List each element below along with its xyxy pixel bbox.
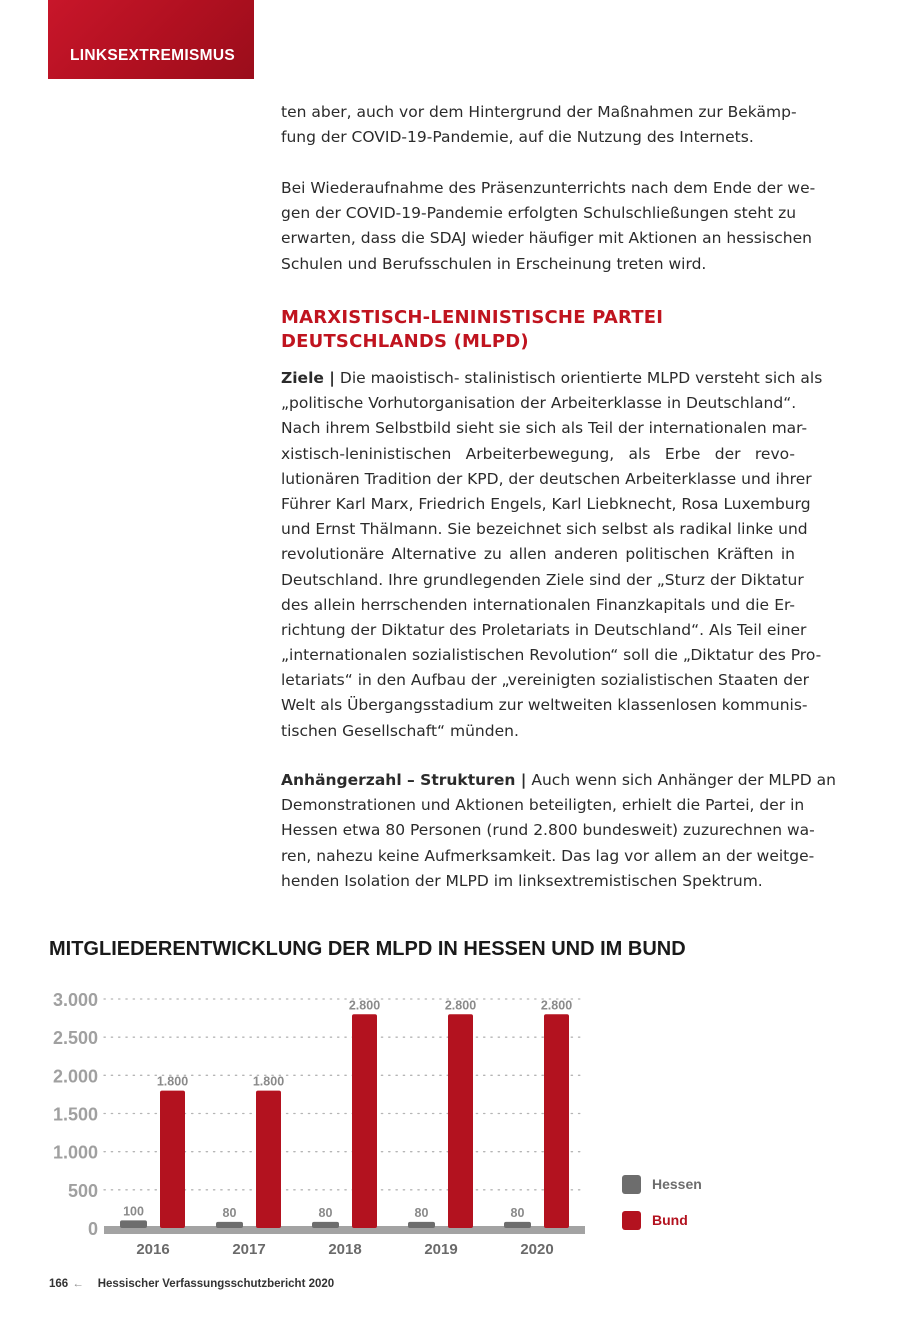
text-line: fung der COVID-19-Pandemie, auf die Nutzung des Internets. [281, 128, 754, 147]
text-line: Hessen etwa 80 Personen (rund 2.800 bundesweit) zuzurechnen wa- [281, 821, 815, 840]
x-category-label: 2020 [520, 1241, 554, 1258]
intro-paragraph [281, 100, 795, 150]
text-line: und Ernst Thälmann. Sie bezeichnet sich selbst als radikal linke und [281, 520, 808, 539]
chart-title: MITGLIEDERENTWICKLUNG DER MLPD IN HESSEN UND IM BUND [49, 938, 686, 960]
hessen-data-label: 80 [222, 1205, 237, 1220]
y-tick-label: 500 [67, 1180, 98, 1201]
text-line: xistisch-leninistischen Arbeiterbewegung, als Erbe der revo- [281, 444, 795, 463]
x-category-label: 2018 [328, 1241, 362, 1258]
text-line: „politische Vorhutorganisation der Arbeiterklasse in Deutschland“. [281, 394, 797, 413]
text-line: „internationalen sozialistischen Revolution“ soll die „Diktatur des Pro- [281, 646, 822, 665]
y-tick-label: 2.000 [52, 1066, 98, 1087]
y-tick-label: 2.500 [52, 1028, 98, 1049]
supporters-first-line: Auch wenn sich Anhänger der MLPD an [526, 771, 836, 789]
text-line: des allein herrschenden internationalen Finanzkapitals und die Er- [281, 595, 795, 614]
text-line [281, 366, 823, 391]
hessen-bar [408, 1222, 435, 1228]
bund-data-label: 1.800 [252, 1074, 285, 1089]
bund-bar [544, 1014, 569, 1228]
hessen-bar [120, 1220, 147, 1228]
hessen-bar [504, 1222, 531, 1228]
chart-legend [622, 1174, 702, 1246]
text-line: Schulen und Berufsschulen in Erscheinung treten wird. [281, 254, 707, 273]
membership-bar-chart [40, 982, 600, 1272]
text-line: Welt als Übergangsstadium zur weltweiten klassenlosen kommunis- [281, 696, 808, 715]
text-line: Führer Karl Marx, Friedrich Engels, Karl Liebknecht, Rosa Luxemburg [281, 494, 811, 513]
goals-first-line: Die maoistisch- stalinistisch orientierte MLPD versteht sich als [334, 369, 823, 387]
bund-bar [352, 1014, 377, 1228]
text-line: erwarten, dass die SDAJ wieder häufiger mit Aktionen an hessischen [281, 229, 812, 248]
supporters-paragraph [281, 768, 836, 894]
text-line: revolutionäre Alternative zu allen anderen politischen Kräften in [281, 545, 795, 564]
section-label: LINKSEXTREMISMUS [70, 47, 235, 64]
y-tick-label: 1.500 [52, 1104, 98, 1125]
legend-item-hessen [622, 1174, 702, 1194]
heading-line: DEUTSCHLANDS (MLPD) [281, 331, 529, 352]
text-line: lutionären Tradition der KPD, der deutschen Arbeiterklasse und ihrer [281, 469, 812, 488]
page-footer [49, 1278, 334, 1290]
y-tick-label: 0 [87, 1219, 98, 1239]
page-number: 166 [49, 1278, 69, 1290]
bund-data-label: 2.800 [348, 998, 381, 1013]
hessen-bar [216, 1222, 243, 1228]
legend-swatch-bund [622, 1211, 641, 1230]
text-line: ten aber, auch vor dem Hintergrund der Maßnahmen zur Bekämp- [281, 103, 797, 121]
text-line [281, 768, 836, 793]
y-tick-label: 1.000 [52, 1142, 98, 1163]
text-line: letariats“ in den Aufbau der „vereinigten sozialistischen Staaten der [281, 671, 810, 690]
back-arrow-icon[interactable]: ← [72, 1278, 84, 1290]
text-line: Nach ihrem Selbstbild sieht sie sich als Teil der internationalen mar- [281, 419, 808, 438]
x-category-label: 2019 [424, 1241, 458, 1258]
bund-bar [448, 1014, 473, 1228]
legend-item-bund [622, 1210, 702, 1230]
text-line: Bei Wiederaufnahme des Präsenzunterrichts nach dem Ende der we- [281, 179, 816, 197]
hessen-data-label: 100 [123, 1204, 144, 1219]
hessen-data-label: 80 [414, 1205, 429, 1220]
bund-bar [256, 1091, 281, 1228]
schools-paragraph [281, 176, 816, 277]
text-line: henden Isolation der MLPD im linksextremistischen Spektrum. [281, 871, 763, 890]
text-line: richtung der Diktatur des Proletariats in Deutschland“. Als Teil einer [281, 620, 807, 639]
hessen-data-label: 80 [318, 1205, 333, 1220]
text-line: Deutschland. Ihre grundlegenden Ziele sind der „Sturz der Diktatur [281, 570, 804, 589]
x-category-label: 2016 [136, 1241, 170, 1258]
text-line: tischen Gesellschaft“ münden. [281, 721, 519, 740]
section-heading-mlpd [281, 306, 663, 354]
heading-line: MARXISTISCH-LENINISTISCHE PARTEI [281, 307, 664, 328]
supporters-lead: Anhängerzahl – Strukturen | [281, 771, 527, 789]
hessen-data-label: 80 [510, 1205, 525, 1220]
goals-paragraph [281, 366, 823, 744]
text-line: gen der COVID-19-Pandemie erfolgten Schulschließungen steht zu [281, 204, 797, 223]
goals-lead: Ziele | [281, 369, 335, 387]
legend-swatch-hessen [622, 1175, 641, 1194]
bund-data-label: 2.800 [540, 998, 573, 1013]
text-line: Demonstrationen und Aktionen beteiligten, erhielt die Partei, der in [281, 796, 805, 815]
bund-data-label: 2.800 [444, 998, 477, 1013]
hessen-bar [312, 1222, 339, 1228]
bund-data-label: 1.800 [156, 1074, 189, 1089]
text-line: ren, nahezu keine Aufmerksamkeit. Das lag vor allem an der weitge- [281, 846, 815, 865]
bund-bar [160, 1091, 185, 1228]
legend-label-bund: Bund [652, 1212, 688, 1228]
y-tick-label: 3.000 [52, 990, 98, 1010]
section-header-tab [48, 0, 254, 79]
publication-title: Hessischer Verfassungsschutzbericht 2020 [97, 1278, 335, 1290]
x-category-label: 2017 [232, 1241, 266, 1258]
legend-label-hessen: Hessen [652, 1176, 702, 1192]
